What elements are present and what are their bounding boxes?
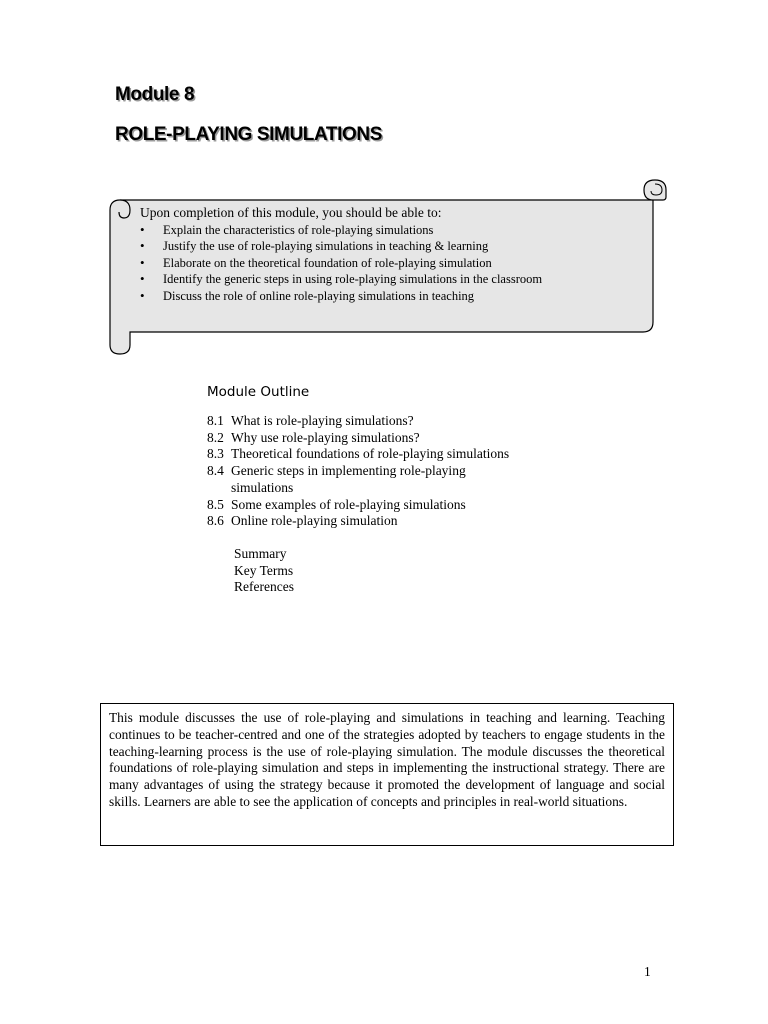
outline-extra-references: References	[234, 579, 294, 595]
objective-item: • Discuss the role of online role-playing simulations in teaching	[140, 288, 665, 305]
module-title-heading: ROLE-PLAYING SIMULATIONS	[115, 124, 382, 145]
outline-heading: Module Outline	[207, 384, 310, 400]
section-title: Why use role-playing simulations?	[231, 429, 420, 445]
outline-section-item	[207, 497, 607, 514]
module-number-heading: Module 8	[115, 84, 195, 105]
objective-item: • Justify the use of role-playing simulations in teaching & learning	[140, 238, 665, 255]
outline-section-item	[207, 446, 607, 463]
objective-item: • Explain the characteristics of role-playing simulations	[140, 222, 665, 239]
outline-extra-key-terms: Key Terms	[234, 562, 294, 578]
section-number: 8.6	[207, 513, 224, 529]
section-number: 8.5	[207, 496, 224, 512]
learning-objectives-scroll	[100, 170, 680, 370]
section-number: 8.2	[207, 429, 224, 445]
objectives-intro: Upon completion of this module, you should be able to:	[140, 205, 442, 220]
outline-section-item	[207, 413, 607, 430]
objectives-list	[140, 222, 665, 305]
outline-extra-summary: Summary	[234, 545, 287, 561]
section-title: Theoretical foundations of role-playing simulations	[231, 446, 510, 462]
module-outline	[207, 384, 607, 596]
objective-item: • Elaborate on the theoretical foundation of role-playing simulation	[140, 255, 665, 272]
section-number: 8.4	[207, 463, 224, 479]
section-title: Some examples of role-playing simulations	[231, 496, 466, 512]
section-title: Online role-playing simulation	[231, 513, 398, 529]
section-number: 8.1	[207, 413, 224, 428]
outline-section-list	[207, 413, 607, 530]
objectives-text	[140, 205, 665, 305]
objective-item: • Identify the generic steps in using role-playing simulations in the classroom	[140, 271, 665, 288]
section-title: What is role-playing simulations?	[231, 413, 414, 428]
outline-section-item	[207, 463, 607, 496]
section-number: 8.3	[207, 446, 224, 462]
section-title: Generic steps in implementing role-playing simulations	[231, 463, 466, 495]
module-summary-box: This module discusses the use of role-playing and simulations in teaching and learning. Teaching continues to be teacher-centred and one of the strategies adopted by teachers to engage students in the teaching-learning process is the use of role-playing simulation. The module discusses the theoretical foundations of role-playing simulation and steps in implementing the instructional strategy. There are many advantages of using the strategy because it promoted the development of language and social skills. Learners are able to see the application of concepts and principles in real-world situations.	[100, 703, 674, 846]
outline-section-item	[207, 513, 607, 530]
outline-extras-list	[234, 546, 607, 596]
page-number: 1	[644, 964, 651, 979]
outline-section-item	[207, 430, 607, 447]
